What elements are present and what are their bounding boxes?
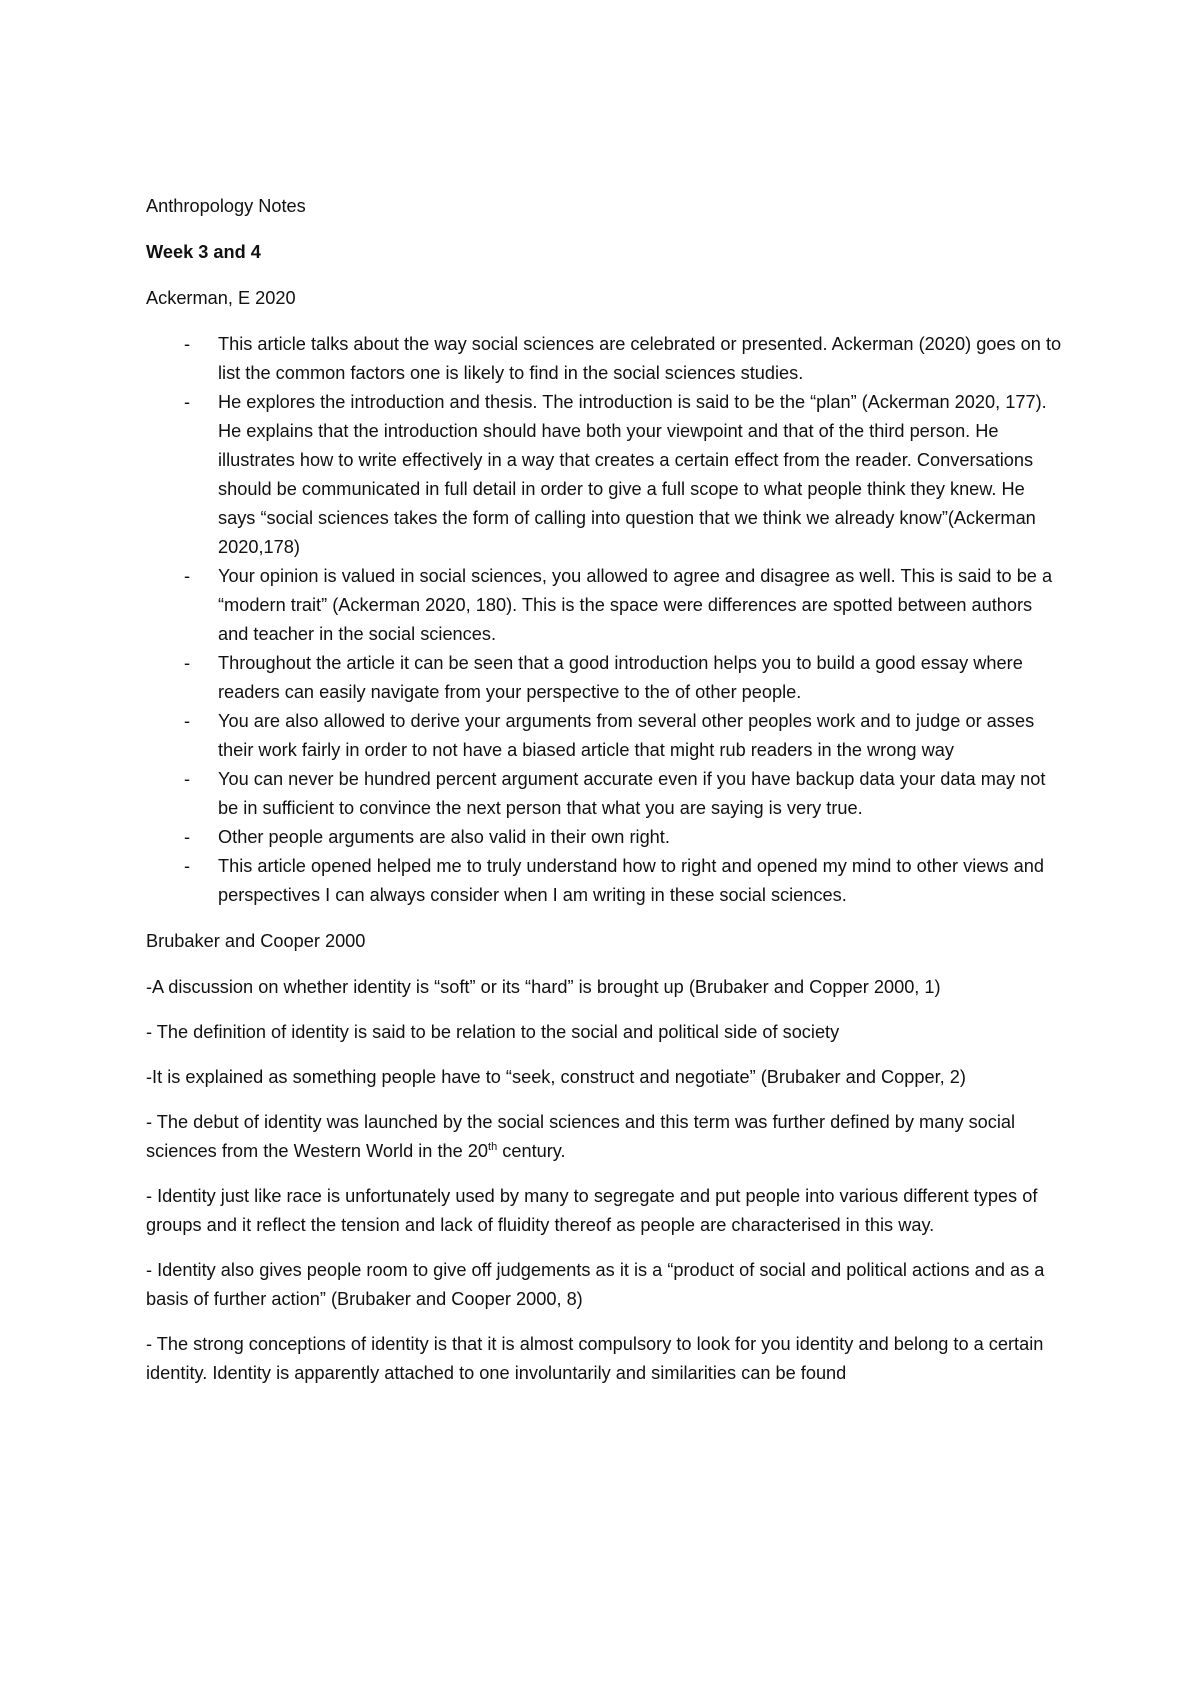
document-body bbox=[146, 192, 1066, 1404]
section-title-brubaker: Brubaker and Cooper 2000 bbox=[146, 931, 366, 951]
ackerman-bullet-list bbox=[146, 330, 1066, 910]
list-item-text: This article talks about the way social sciences are celebrated or presented. Ackerman (2020) goes on to list the common factors one is likely to find in the social sciences studies. bbox=[218, 334, 1062, 383]
bullet-dash: - bbox=[184, 334, 191, 354]
brubaker-paragraph-6: - Identity also gives people room to give off judgements as it is a “product of social and political actions and as a basis of further action” (Brubaker and Cooper 2000, 8) bbox=[146, 1260, 1045, 1309]
brubaker-paragraph-7: - The strong conceptions of identity is that it is almost compulsory to look for you identity and belong to a certain identity. Identity is apparently attached to one involuntarily and similarities can be found bbox=[146, 1334, 1044, 1383]
brubaker-paragraph-4 bbox=[146, 1108, 1066, 1166]
brubaker-paragraph-1: -A discussion on whether identity is “soft” or its “hard” is brought up (Brubaker and Copper 2000, 1) bbox=[146, 977, 941, 997]
list-item bbox=[146, 852, 1066, 910]
list-item bbox=[146, 330, 1066, 388]
list-item-text: Throughout the article it can be seen that a good introduction helps you to build a good essay where readers can easily navigate from your perspective to the of other people. bbox=[218, 653, 1023, 702]
list-item-text: You are also allowed to derive your arguments from several other peoples work and to judge or asses their work fairly in order to not have a biased article that might rub readers in the wrong way bbox=[218, 711, 1035, 760]
list-item bbox=[146, 707, 1066, 765]
brubaker-paragraph-5: - Identity just like race is unfortunately used by many to segregate and put people into various different types of groups and it reflect the tension and lack of fluidity thereof as people are characterised in this way. bbox=[146, 1186, 1038, 1235]
list-item-text: He explores the introduction and thesis. The introduction is said to be the “plan” (Ackerman 2020, 177). He explains that the introduction should have both your viewpoint and that of the third person. He illustrates how to write effectively in a way that creates a certain effect from the reader. Conversations should be communicated in full detail in order to give a full scope to what people think they knew. He says “social sciences takes the form of calling into question that we think we already know”(Ackerman 2020,178) bbox=[218, 392, 1047, 557]
list-item-text: Other people arguments are also valid in their own right. bbox=[218, 827, 670, 847]
brubaker-paragraph-2: - The definition of identity is said to be relation to the social and political side of society bbox=[146, 1022, 840, 1042]
list-item bbox=[146, 765, 1066, 823]
list-item-text: You can never be hundred percent argument accurate even if you have backup data your data may not be in sufficient to convince the next person that what you are saying is very true. bbox=[218, 769, 1046, 818]
week-heading: Week 3 and 4 bbox=[146, 242, 261, 262]
bullet-dash: - bbox=[184, 827, 191, 847]
list-item bbox=[146, 388, 1066, 562]
bullet-dash: - bbox=[184, 856, 191, 876]
ordinal-superscript: th bbox=[488, 1140, 498, 1153]
list-item bbox=[146, 823, 1066, 852]
bullet-dash: - bbox=[184, 566, 191, 586]
brubaker-paragraph-3: -It is explained as something people have to “seek, construct and negotiate” (Brubaker and Copper, 2) bbox=[146, 1067, 966, 1087]
paragraph-text: century. bbox=[497, 1141, 566, 1161]
section-title-ackerman: Ackerman, E 2020 bbox=[146, 288, 296, 308]
list-item-text: Your opinion is valued in social sciences, you allowed to agree and disagree as well. This is said to be a “modern trait” (Ackerman 2020, 180). This is the space were differences are spotted between authors and teacher in the social sciences. bbox=[218, 566, 1053, 644]
paragraph-text: - The debut of identity was launched by the social sciences and this term was further defined by many social sciences from the Western World in the 20 bbox=[146, 1112, 1016, 1161]
list-item bbox=[146, 649, 1066, 707]
bullet-dash: - bbox=[184, 711, 191, 731]
bullet-dash: - bbox=[184, 392, 191, 412]
list-item-text: This article opened helped me to truly understand how to right and opened my mind to other views and perspectives I can always consider when I am writing in these social sciences. bbox=[218, 856, 1044, 905]
document-title: Anthropology Notes bbox=[146, 196, 306, 216]
bullet-dash: - bbox=[184, 769, 191, 789]
bullet-dash: - bbox=[184, 653, 191, 673]
list-item bbox=[146, 562, 1066, 649]
